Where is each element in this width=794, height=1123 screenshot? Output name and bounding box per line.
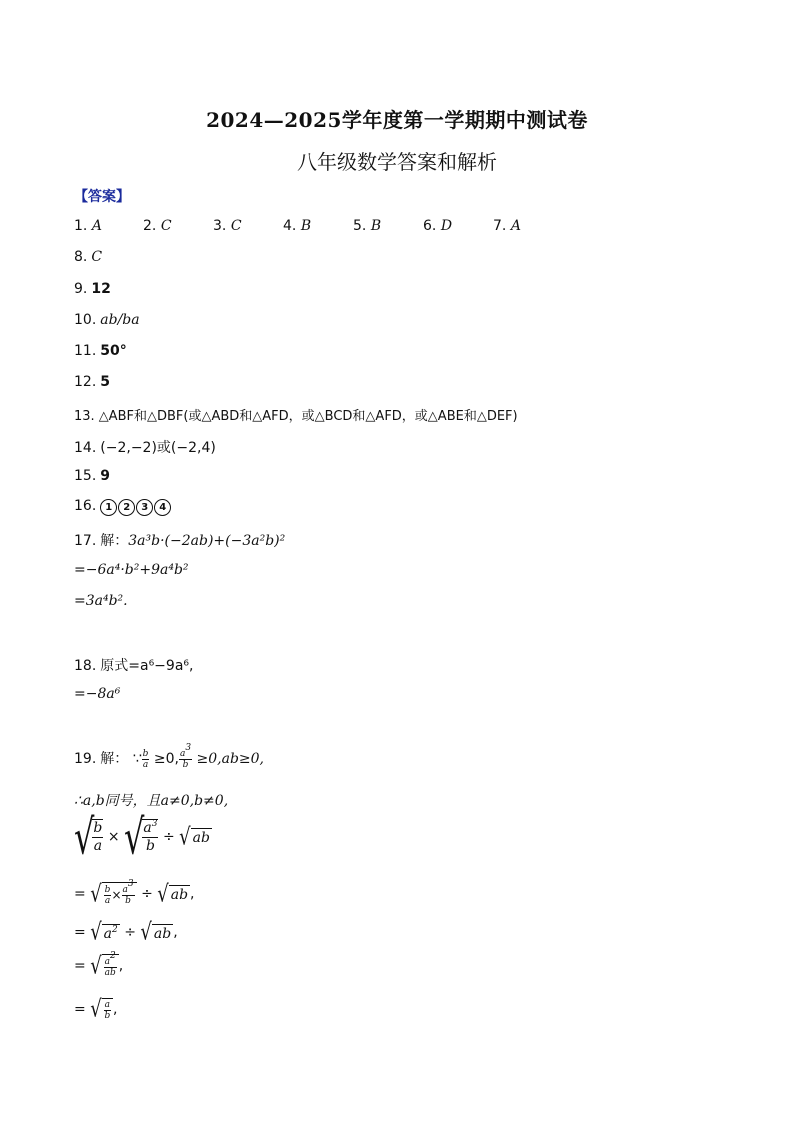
- answer-12: 12. 5: [74, 374, 111, 390]
- q17-line-2: =−6a⁴·b²+9a⁴b²: [74, 562, 189, 578]
- answer-13: 13. △ABF和△DBF(或△ABD和△AFD，或△BCD和△AFD，或△ABE和△DEF): [74, 409, 518, 424]
- q19-step-1: = √ $\frac{b}{a}$ × $\frac{a^3}{b}$ ÷ √ ab ,: [74, 879, 195, 908]
- q17-line-1: 17. 解：3a³b·(−2ab)+(−3a²b)²: [74, 533, 286, 549]
- page-title: 2024—2025学年度第一学期期中测试卷: [206, 108, 588, 132]
- section-label: 【答案】: [74, 189, 130, 205]
- circled-number-2: 2: [118, 499, 135, 516]
- choice-answer-4: 4. B: [283, 218, 312, 234]
- answer-11: 11. 50°: [74, 343, 127, 359]
- answer-15: 15. 9: [74, 468, 111, 484]
- answer-9: 9. 12: [74, 281, 111, 297]
- page-subtitle: 八年级数学答案和解析: [297, 150, 497, 174]
- choice-answer-2: 2. C: [143, 218, 172, 234]
- q17-line-3: =3a⁴b².: [74, 593, 128, 609]
- circled-number-4: 4: [154, 499, 171, 516]
- answer-16: 16. 1 2 3 4: [74, 498, 172, 516]
- answer-10: 10. ab/ba: [74, 312, 140, 328]
- q19-line-2: ∴a,b同号，且a≠0,b≠0,: [74, 793, 229, 809]
- choice-answer-3: 3. C: [213, 218, 242, 234]
- q19-step-4: = √ $\frac{a}{b}$ ,: [74, 995, 118, 1024]
- q19-step-3: = √ $\frac{a^2}{ab}$ ,: [74, 951, 124, 980]
- circled-number-3: 3: [136, 499, 153, 516]
- answer-14: 14. (−2,−2)或(−2,4): [74, 440, 216, 456]
- q18-line-1: 18. 原式=a⁶−9a⁶,: [74, 658, 194, 674]
- choice-answer-1: 1. A: [74, 218, 102, 234]
- q18-line-2: =−8a⁶: [74, 686, 121, 702]
- fraction-a3-over-b: $\frac{a^3}{b}$: [179, 743, 192, 770]
- answer-8: 8. C: [74, 249, 103, 265]
- q19-expression: √ $\frac{b}{a}$ × √ $\frac{a^3}{b}$ ÷ √ ab: [74, 808, 210, 866]
- choice-answer-5: 5. B: [353, 218, 382, 234]
- choice-answer-6: 6. D: [423, 218, 453, 234]
- q19-line-1: 19. 解： ∵ $\frac{b}{a}$ ≥0, $\frac{a^3}{b}$ ≥0,ab≥0,: [74, 743, 264, 770]
- q19-step-2: = √ $a^2$ ÷ √ ab ,: [74, 918, 178, 947]
- fraction-b-over-a: $\frac{b}{a}$: [142, 748, 149, 770]
- choice-answer-7: 7. A: [493, 218, 521, 234]
- circled-number-1: 1: [100, 499, 117, 516]
